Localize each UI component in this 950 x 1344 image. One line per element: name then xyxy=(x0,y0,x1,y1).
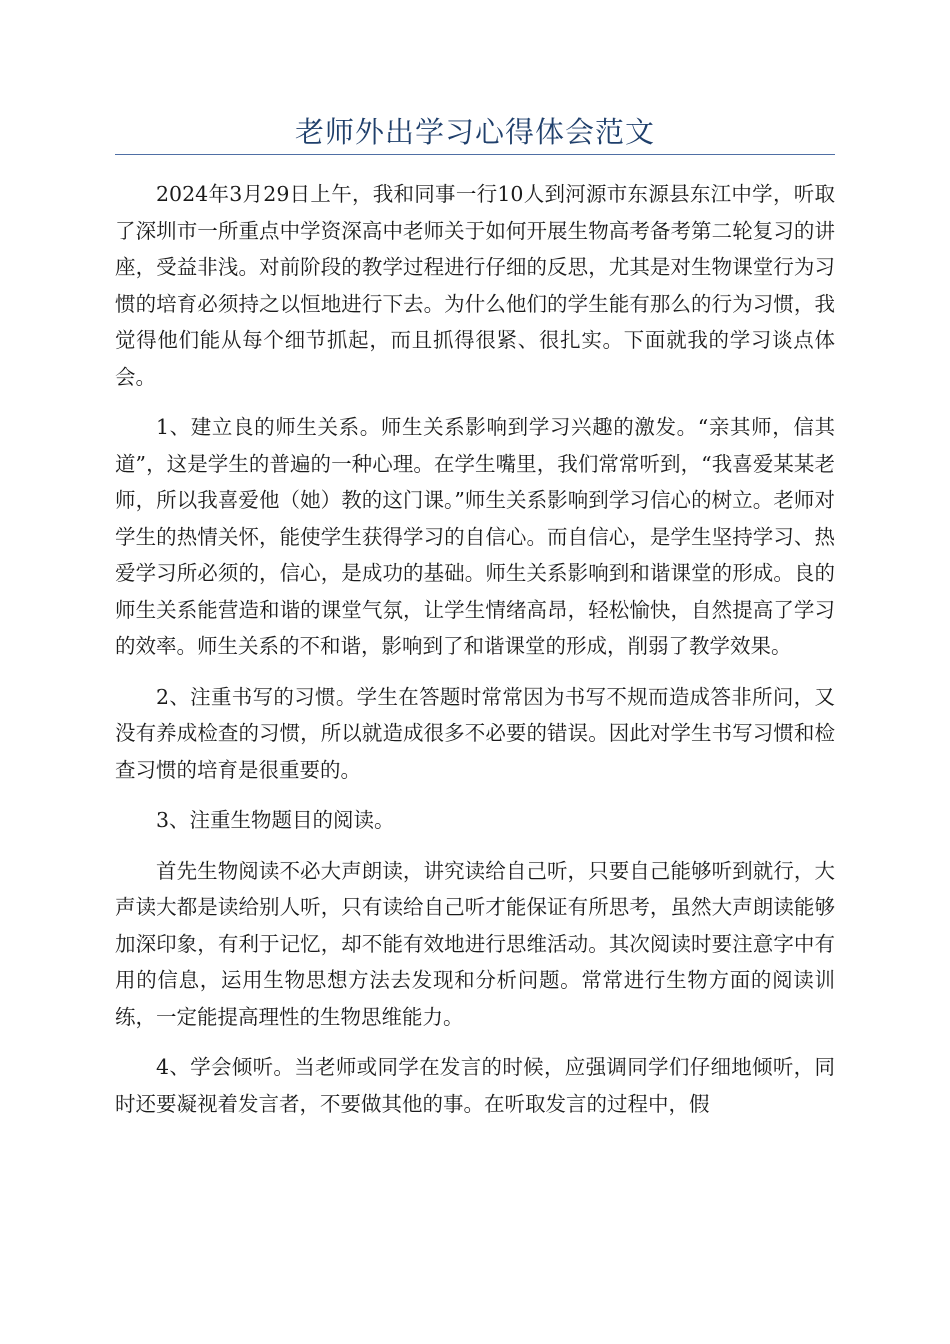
document-title: 老师外出学习心得体会范文 xyxy=(294,115,655,149)
document-body xyxy=(115,176,835,1136)
paragraph-intro: 2024年3月29日上午，我和同事一行10人到河源市东源县东江中学，听取了深圳市一所重点中学资深高中老师关于如何开展生物高考备考第二轮复习的讲座，受益非浅。对前阶段的教学过程进行仔细的反思，尤其是对生物课堂行为习惯的培育必须持之以恒地进行下去。为什么他们的学生能有那么的行为习惯，我觉得他们能从每个细节抓起，而且抓得很紧、很扎实。下面就我的学习谈点体会。 xyxy=(115,182,835,389)
paragraph-point-2: 2、注重书写的习惯。学生在答题时常常因为书写不规而造成答非所问，又没有养成检查的习惯，所以就造成很多不必要的错误。因此对学生书写习惯和检查习惯的培育是很重要的。 xyxy=(115,684,835,782)
paragraph-point-4: 4、学会倾听。当老师或同学在发言的时候，应强调同学们仔细地倾听，同时还要凝视着发言者，不要做其他的事。在听取发言的过程中，假 xyxy=(115,1055,835,1116)
paragraph-point-3: 3、注重生物题目的阅读。 xyxy=(156,808,395,832)
paragraph-reading: 首先生物阅读不必大声朗读，讲究读给自己听，只要自己能够听到就行，大声读大都是读给别人听，只有读给自己听才能保证有所思考，虽然大声朗读能够加深印象，有利于记忆，却不能有效地进行思维活动。其次阅读时要注意字中有用的信息，运用生物思想方法去发现和分析问题。常常进行生物方面的阅读训练，一定能提高理性的生物思维能力。 xyxy=(115,858,835,1029)
title-underline xyxy=(115,154,835,155)
paragraph-point-1: 1、建立良的师生关系。师生关系影响到学习兴趣的激发。“亲其师，信其道”，这是学生的普遍的一种心理。在学生嘴里，我们常常听到，“我喜爱某某老师，所以我喜爱他（她）教的这门课。”师生关系影响到学习信心的树立。老师对学生的热情关怀，能使学生获得学习的自信心。而自信心，是学生坚持学习、热爱学习所必须的，信心，是成功的基础。师生关系影响到和谐课堂的形成。良的师生关系能营造和谐的课堂气氛，让学生情绪高昂，轻松愉快，自然提高了学习的效率。师生关系的不和谐，影响到了和谐课堂的形成，削弱了教学效果。 xyxy=(115,415,835,658)
